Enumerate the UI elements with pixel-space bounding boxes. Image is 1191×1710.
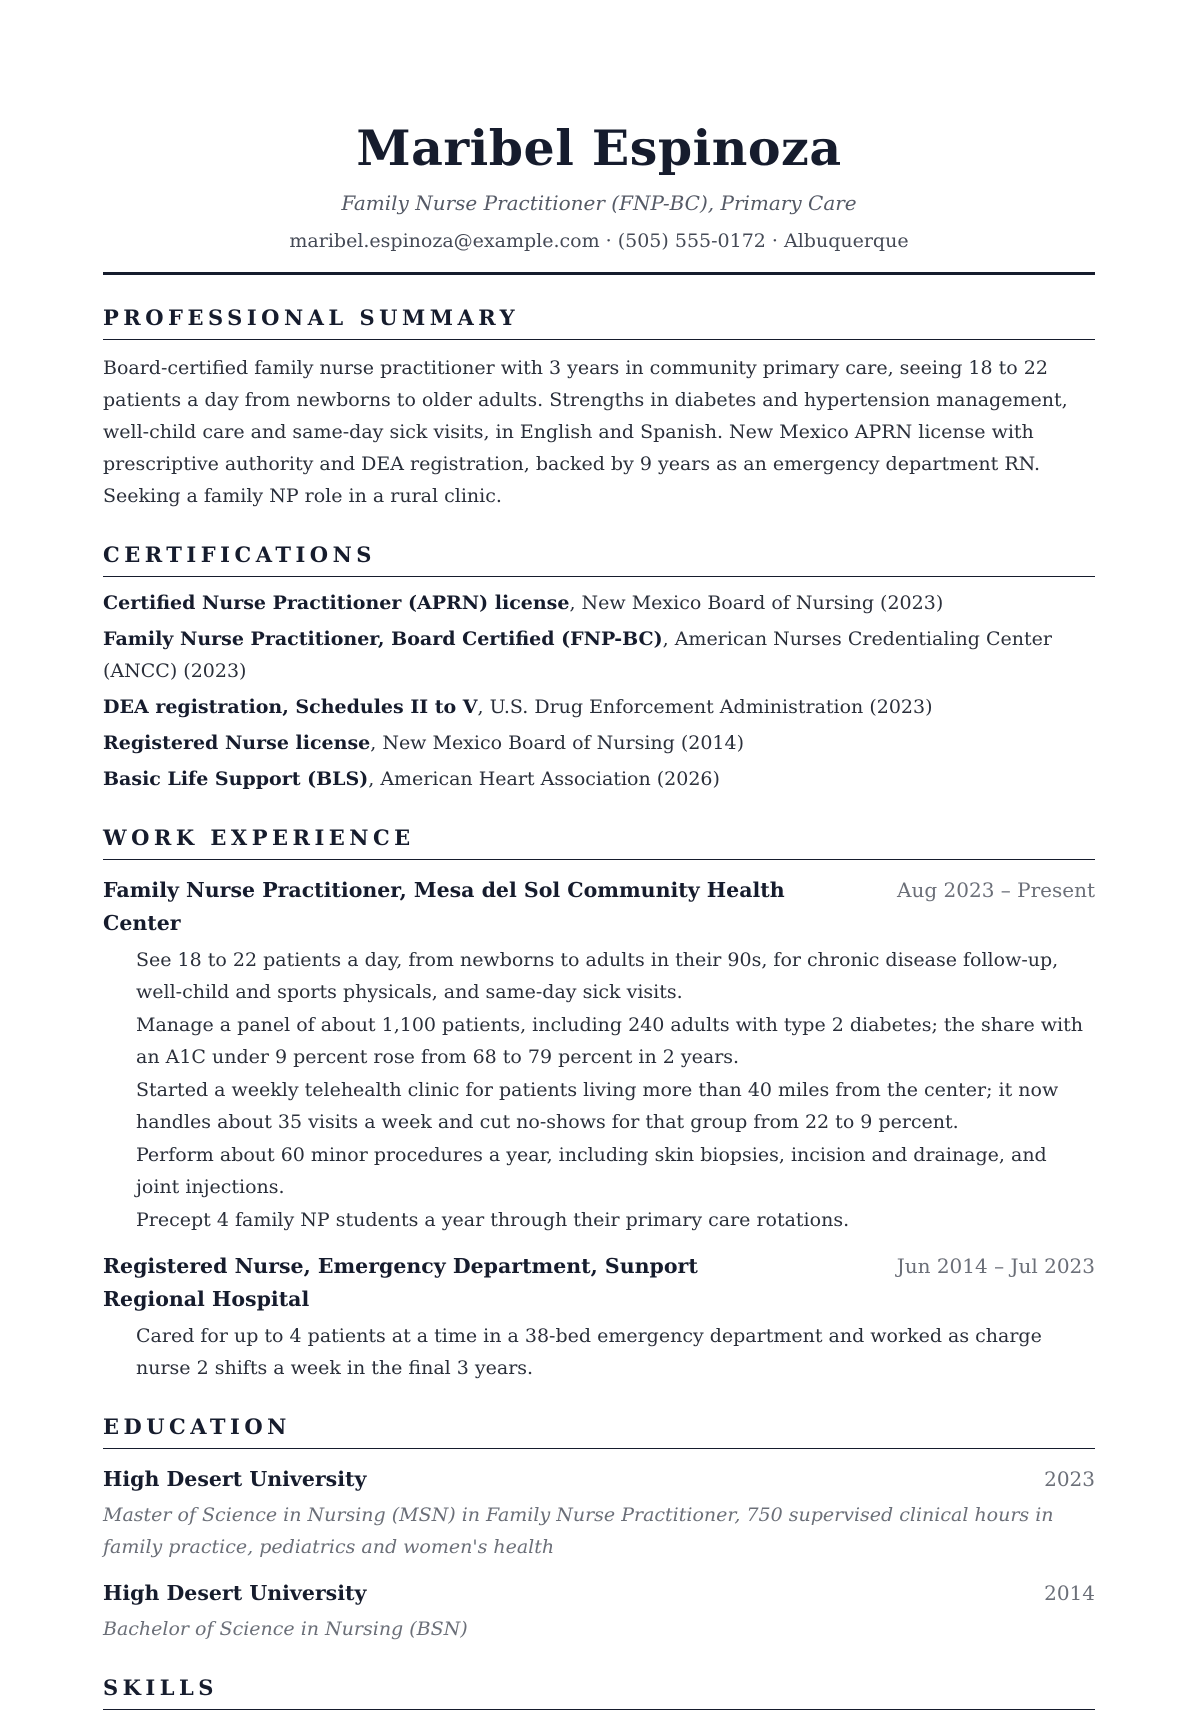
job-dates: Aug 2023 – Present xyxy=(897,878,1095,902)
education-section xyxy=(103,1414,1095,1645)
job-bullets xyxy=(136,944,1095,1236)
cert-list xyxy=(103,587,1095,795)
job-bullets xyxy=(136,1320,1095,1384)
section-title-certifications: CERTIFICATIONS xyxy=(103,542,1095,577)
contact-line: maribel.espinoza@example.com · (505) 555-0172 · Albuquerque xyxy=(289,230,909,252)
job-title: Family Nurse Practitioner, Mesa del Sol Community Health Center xyxy=(103,878,785,935)
job-dates: Jun 2014 – Jul 2023 xyxy=(896,1254,1095,1278)
education-school: High Desert University xyxy=(103,1467,367,1491)
skills-section xyxy=(103,1675,1095,1710)
education-entry xyxy=(103,1577,1095,1645)
education-entry xyxy=(103,1463,1095,1563)
education-degree: Bachelor of Science in Nursing (BSN) xyxy=(103,1618,468,1640)
candidate-name: Maribel Espinoza xyxy=(356,119,842,177)
job-entry xyxy=(103,1250,1095,1384)
cert-name: DEA registration, Schedules II to V xyxy=(103,696,478,718)
education-year: 2023 xyxy=(1044,1467,1095,1491)
education-school: High Desert University xyxy=(103,1581,367,1605)
cert-name: Certified Nurse Practitioner (APRN) license xyxy=(103,592,570,614)
cert-name: Family Nurse Practitioner, Board Certified (FNP-BC) xyxy=(103,628,663,650)
job-entry xyxy=(103,874,1095,1236)
cert-item xyxy=(103,691,1095,723)
education-degree: Master of Science in Nursing (MSN) in Family Nurse Practitioner, 750 supervised clinical hours in family practice, pediatrics and women's health xyxy=(103,1504,1054,1558)
section-title-education: EDUCATION xyxy=(103,1414,1095,1449)
cert-detail: , U.S. Drug Enforcement Administration (2023) xyxy=(477,696,933,718)
job-bullet: Started a weekly telehealth clinic for patients living more than 40 miles from the center; it now handles about 35 visits a week and cut no-shows for that group from 22 to 9 percent. xyxy=(136,1079,1059,1133)
header-divider xyxy=(103,272,1095,275)
job-bullet: Manage a panel of about 1,100 patients, including 240 adults with type 2 diabetes; the share with an A1C under 9 percent rose from 68 to 79 percent in 2 years. xyxy=(136,1014,1083,1068)
cert-item xyxy=(103,587,1095,619)
cert-detail: , New Mexico Board of Nursing (2023) xyxy=(569,592,944,614)
cert-item xyxy=(103,763,1095,795)
candidate-tagline: Family Nurse Practitioner (FNP-BC), Primary Care xyxy=(341,191,857,215)
job-bullet: Precept 4 family NP students a year through their primary care rotations. xyxy=(136,1209,850,1231)
cert-detail: , American Nurses Credentialing Center (ANCC) (2023) xyxy=(103,628,1052,682)
summary-text: Board-certified family nurse practitioner with 3 years in community primary care, seeing 18 to 22 patients a day from newborns to older adults. Strengths in diabetes and hypertension management, well-child care and same-day sick visits, in English and Spanish. New Mexico APRN license with prescriptive authority and DEA registration, backed by 9 years as an emergency department RN. Seeking a family NP role in a rural clinic. xyxy=(103,357,1068,507)
experience-section xyxy=(103,825,1095,1384)
cert-item xyxy=(103,727,1095,759)
job-title: Registered Nurse, Emergency Department, Sunport Regional Hospital xyxy=(103,1254,698,1311)
section-title-experience: WORK EXPERIENCE xyxy=(103,825,1095,860)
cert-detail: , New Mexico Board of Nursing (2014) xyxy=(370,732,745,754)
summary-section xyxy=(103,305,1095,512)
section-title-skills: SKILLS xyxy=(103,1675,1095,1710)
cert-name: Basic Life Support (BLS) xyxy=(103,768,369,790)
cert-detail: , American Heart Association (2026) xyxy=(368,768,720,790)
certifications-section xyxy=(103,542,1095,795)
cert-item xyxy=(103,623,1095,687)
section-title-summary: PROFESSIONAL SUMMARY xyxy=(103,305,1095,340)
cert-name: Registered Nurse license xyxy=(103,732,371,754)
job-bullet: Cared for up to 4 patients at a time in a 38-bed emergency department and worked as charge nurse 2 shifts a week in the final 3 years. xyxy=(136,1325,1042,1379)
job-bullet: Perform about 60 minor procedures a year, including skin biopsies, incision and drainage, and joint injections. xyxy=(136,1144,1047,1198)
education-year: 2014 xyxy=(1044,1581,1095,1605)
resume-page xyxy=(103,0,1095,1710)
job-bullet: See 18 to 22 patients a day, from newborns to adults in their 90s, for chronic disease follow-up, well-child and sports physicals, and same-day sick visits. xyxy=(136,949,1059,1003)
